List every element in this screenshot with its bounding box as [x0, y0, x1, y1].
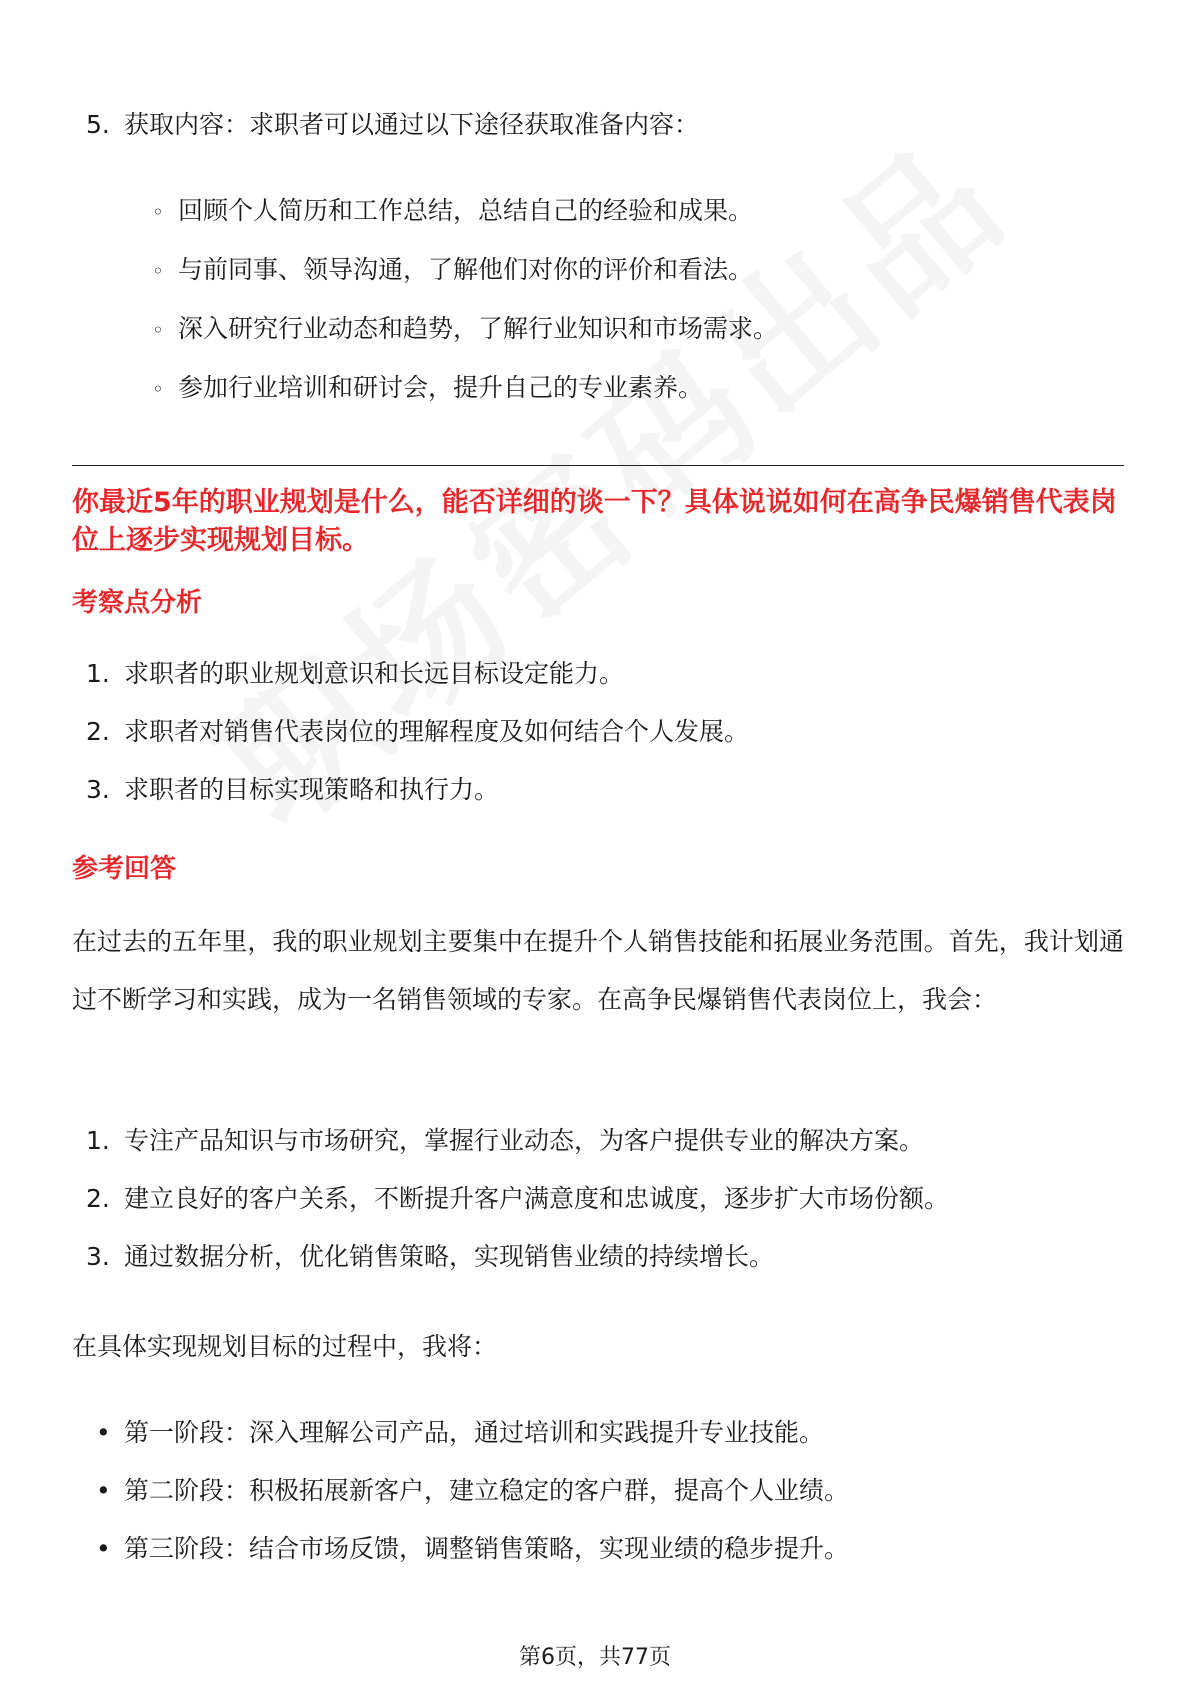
list-number: 1. [86, 659, 110, 688]
bullet-dot-icon: • [96, 1534, 111, 1563]
list-text: 第一阶段：深入理解公司产品，通过培训和实践提升专业技能。 [124, 1418, 825, 1447]
list-text: 获取内容：求职者可以通过以下途径获取准备内容： [124, 110, 700, 139]
list-text: 建立良好的客户关系，不断提升客户满意度和忠诚度，逐步扩大市场份额。 [124, 1184, 950, 1213]
list-text: 专注产品知识与市场研究，掌握行业动态，为客户提供专业的解决方案。 [124, 1126, 925, 1155]
list-item [86, 1228, 949, 1286]
list-item [86, 1112, 949, 1170]
list-text: 深入研究行业动态和趋势，了解行业知识和市场需求。 [178, 314, 779, 343]
bullet-dot-icon: • [96, 1418, 111, 1447]
list-item [86, 703, 749, 761]
list-number: 2. [86, 1184, 110, 1213]
list-text: 求职者对销售代表岗位的理解程度及如何结合个人发展。 [124, 717, 750, 746]
list-item [152, 182, 778, 241]
list-item [86, 96, 699, 154]
top-list [86, 96, 699, 154]
list-item [86, 761, 749, 819]
process-intro: 在具体实现规划目标的过程中，我将： [72, 1332, 498, 1361]
list-item [96, 1462, 849, 1520]
list-text: 求职者的职业规划意识和长远目标设定能力。 [124, 659, 625, 688]
sub-list [152, 182, 778, 418]
list-item [96, 1404, 849, 1462]
circle-bullet-icon: ◦ [152, 200, 164, 224]
list-text: 第三阶段：结合市场反馈，调整销售策略，实现业绩的稳步提升。 [124, 1534, 850, 1563]
list-text: 回顾个人简历和工作总结，总结自己的经验和成果。 [178, 196, 754, 225]
list-item [86, 1170, 949, 1228]
analysis-heading: 考察点分析 [72, 588, 203, 618]
circle-bullet-icon: ◦ [152, 377, 164, 401]
list-number: 1. [86, 1126, 110, 1155]
circle-bullet-icon: ◦ [152, 318, 164, 342]
list-text: 与前同事、领导沟通，了解他们对你的评价和看法。 [178, 255, 754, 284]
list-text: 通过数据分析，优化销售策略，实现销售业绩的持续增长。 [124, 1242, 775, 1271]
list-item [152, 300, 778, 359]
answer-paragraph: 在过去的五年里，我的职业规划主要集中在提升个人销售技能和拓展业务范围。首先，我计划通过不断学习和实践，成为一名销售领域的专家。在高争民爆销售代表岗位上，我会： [72, 927, 1124, 1014]
list-item [152, 359, 778, 418]
list-number: 2. [86, 717, 110, 746]
list-number: 3. [86, 775, 110, 804]
circle-bullet-icon: ◦ [152, 259, 164, 283]
bullet-dot-icon: • [96, 1476, 111, 1505]
analysis-list [86, 645, 749, 819]
question-title: 你最近5年的职业规划是什么，能否详细的谈一下？具体说说如何在高争民爆销售代表岗位上逐步实现规划目标。 [72, 487, 1117, 556]
list-number: 5. [86, 110, 110, 139]
list-number: 3. [86, 1242, 110, 1271]
answer-list [86, 1112, 949, 1286]
page-number-footer: 第6页，共77页 [519, 1645, 671, 1670]
list-item [152, 241, 778, 300]
stage-list [96, 1404, 849, 1578]
answer-heading: 参考回答 [72, 854, 177, 884]
section-divider [72, 465, 1124, 466]
list-text: 参加行业培训和研讨会，提升自己的专业素养。 [178, 373, 704, 402]
list-item [96, 1520, 849, 1578]
list-text: 第二阶段：积极拓展新客户，建立稳定的客户群，提高个人业绩。 [124, 1476, 850, 1505]
list-text: 求职者的目标实现策略和执行力。 [124, 775, 500, 804]
list-item [86, 645, 749, 703]
